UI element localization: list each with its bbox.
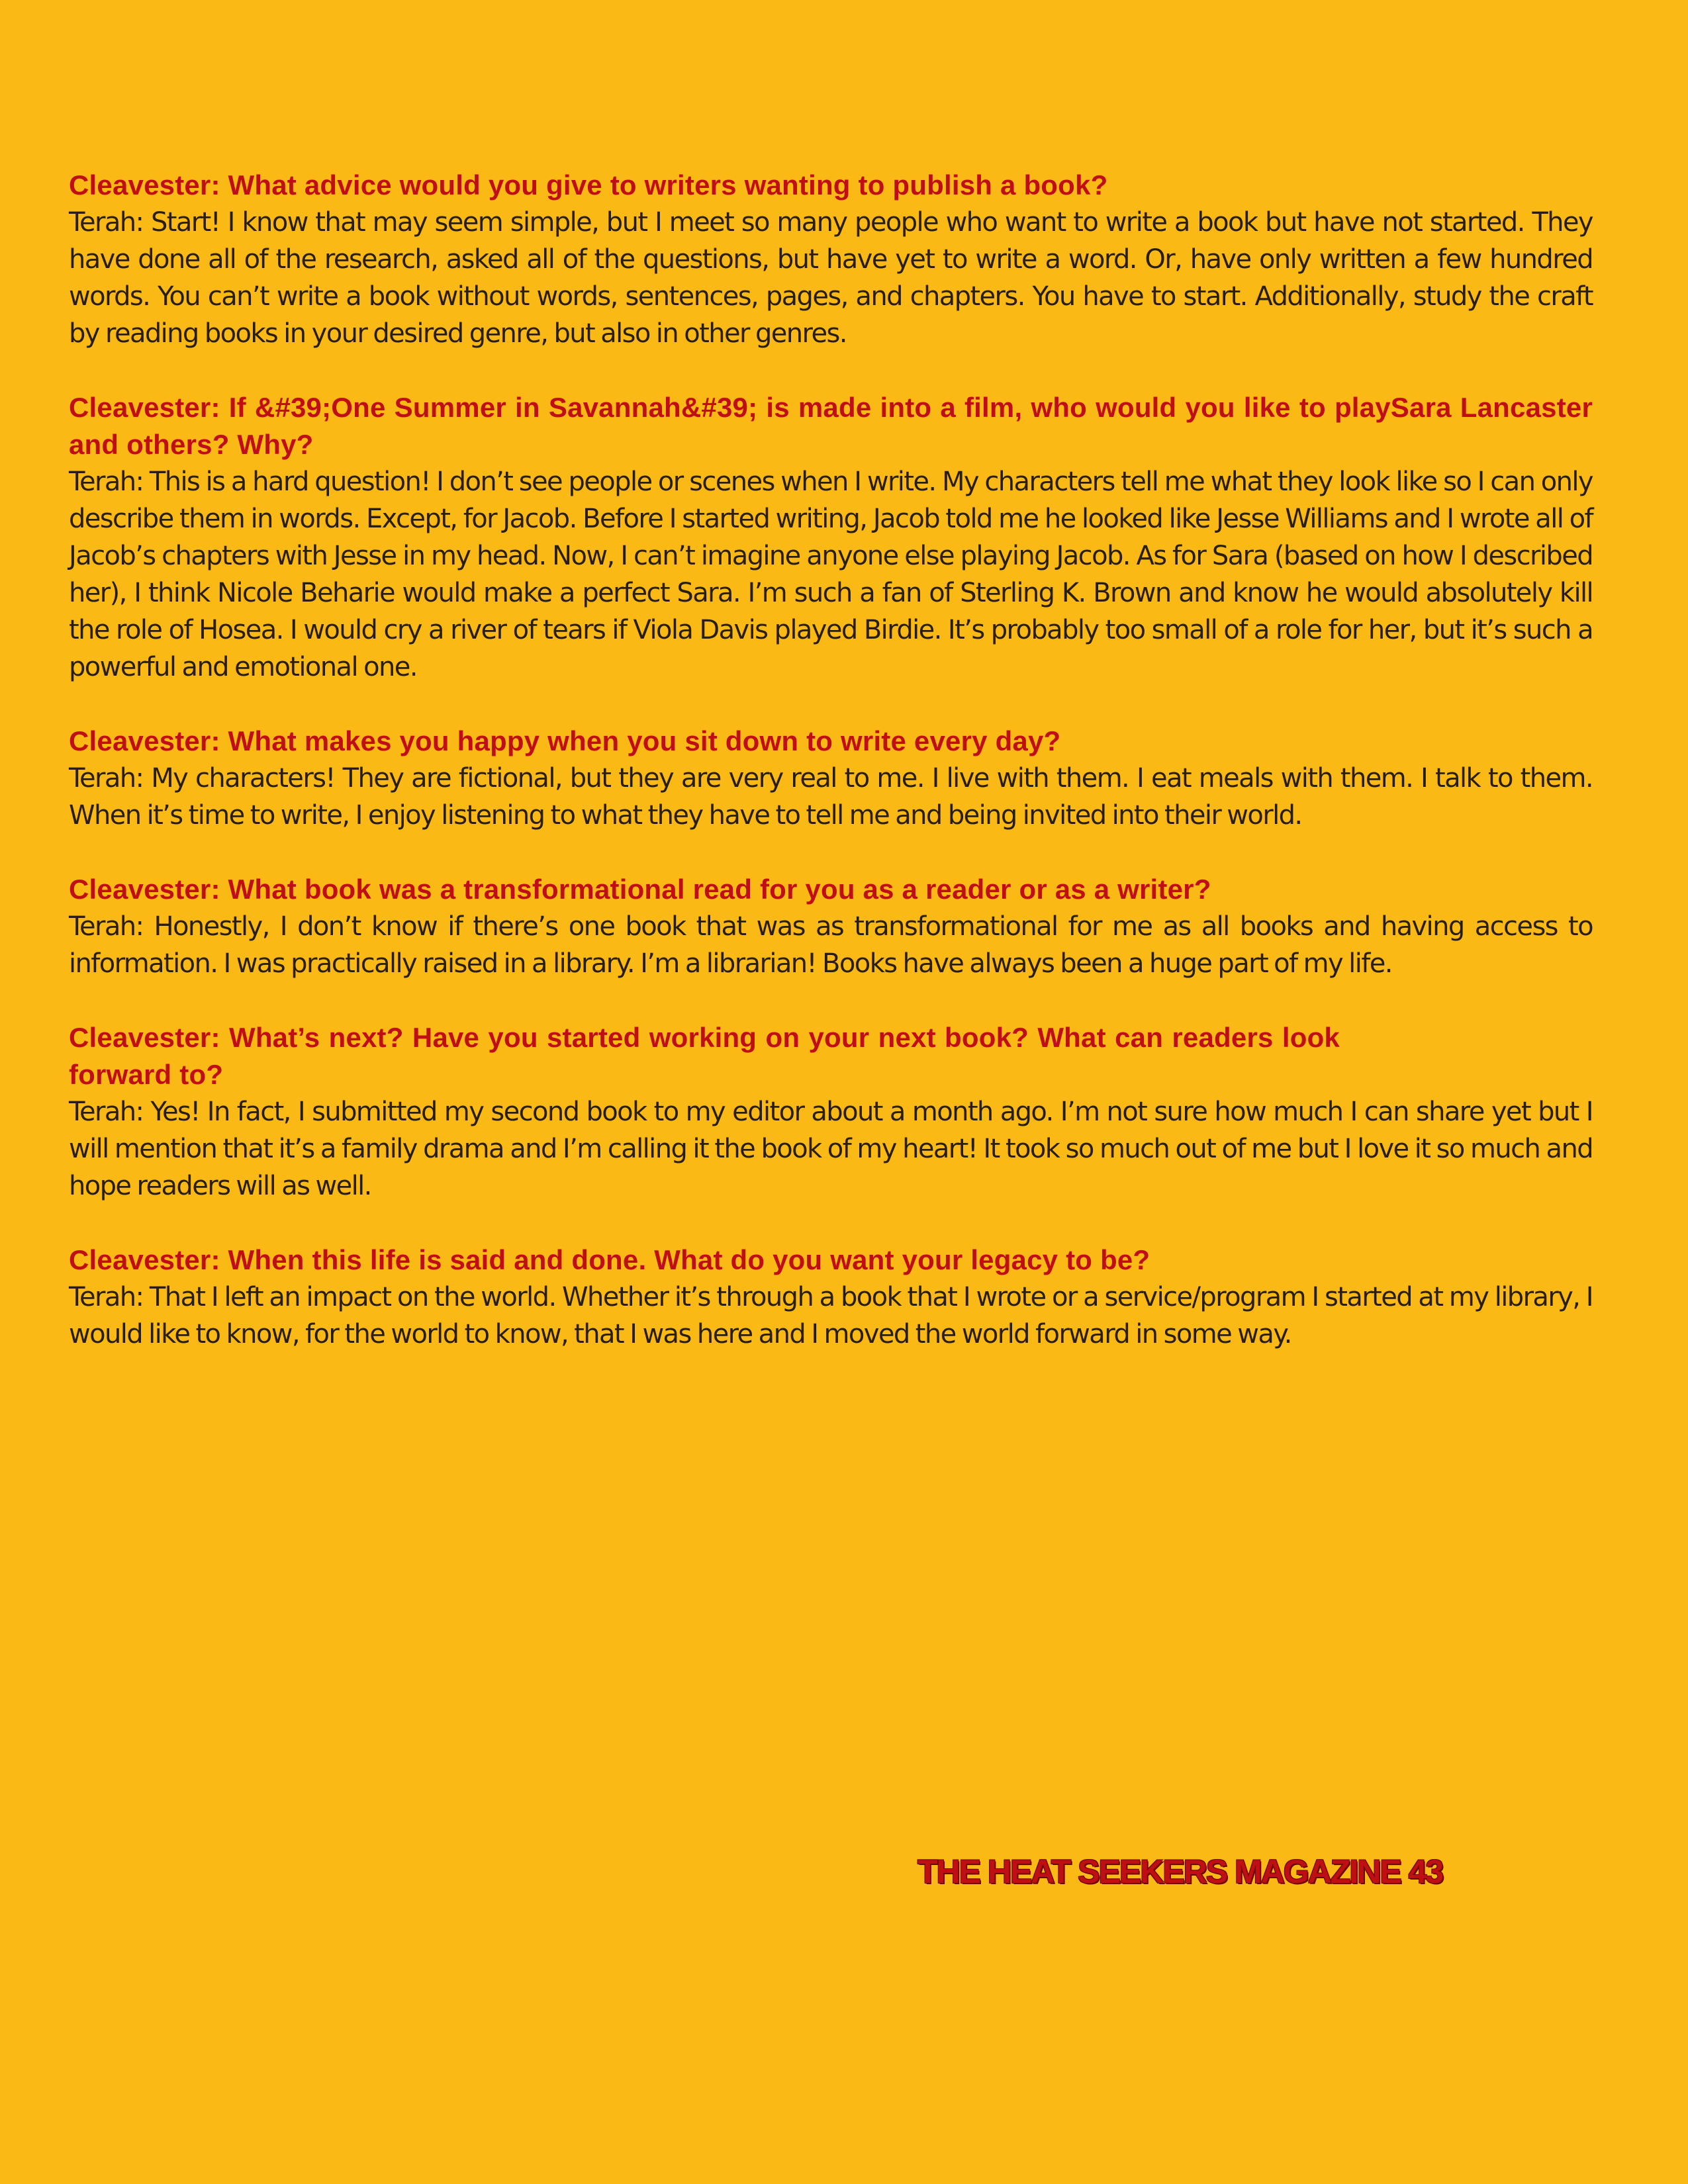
interview-answer: Terah: Start! I know that may seem simple, but I meet so many people who want to write a book but have not started. They have done all of the research, asked all of the questions, but have yet to write a word. Or, have only written a few hundred words. You can’t write a book without words, sentences, pages, and chapters. You have to start. Additionally, study the craft by reading books in your desired genre, but also in other genres. xyxy=(69,207,1593,349)
interview-question: Cleavester: What’s next? Have you started working on your next book? What can readers look forward to? xyxy=(69,1022,1340,1090)
interview-question: Cleavester: What makes you happy when you sit down to write every day? xyxy=(69,725,1061,756)
qa-block-3 xyxy=(69,723,1593,834)
qa-block-6 xyxy=(69,1242,1593,1353)
qa-block-4 xyxy=(69,871,1593,982)
interview-answer: Terah: Yes! In fact, I submitted my second book to my editor about a month ago. I’m not sure how much I can share yet but I will mention that it’s a family drama and I’m calling it the book of my heart! It took so much out of me but I love it so much and hope readers will as well. xyxy=(69,1097,1593,1201)
interview-question: Cleavester: If &#39;One Summer in Savannah&#39; is made into a film, who would you like to playSara Lancaster and others? Why? xyxy=(69,392,1593,460)
qa-block-1 xyxy=(69,167,1593,352)
interview-question: Cleavester: What advice would you give to writers wanting to publish a book? xyxy=(69,169,1108,201)
page-footer: THE HEAT SEEKERS MAGAZINE 43 xyxy=(917,1853,1443,1890)
interview-answer: Terah: Honestly, I don’t know if there’s one book that was as transformational for me as all books and having access to information. I was practically raised in a library. I’m a librarian! Books have always been a huge part of my life. xyxy=(69,911,1593,979)
interview-answer: Terah: This is a hard question! I don’t see people or scenes when I write. My characters tell me what they look like so I can only describe them in words. Except, for Jacob. Before I started writing, Jacob told me he looked like Jesse Williams and I wrote all of Jacob’s chapters with Jesse in my head. Now, I can’t imagine anyone else playing Jacob. As for Sara (based on how I described her), I think Nicole Beharie would make a perfect Sara. I’m such a fan of Sterling K. Brown and know he would absolutely kill the role of Hosea. I would cry a river of tears if Viola Davis played Birdie. It’s probably too small of a role for her, but it’s such a powerful and emotional one. xyxy=(69,467,1593,682)
interview-question: Cleavester: What book was a transformational read for you as a reader or as a writer? xyxy=(69,874,1211,905)
interview-question: Cleavester: When this life is said and done. What do you want your legacy to be? xyxy=(69,1244,1150,1275)
qa-block-2 xyxy=(69,389,1593,686)
interview-answer: Terah: That I left an impact on the world. Whether it’s through a book that I wrote or a service/program I started at my library, I would like to know, for the world to know, that I was here and I moved the world forward in some way. xyxy=(69,1282,1593,1349)
interview-body xyxy=(69,167,1593,1390)
qa-block-5 xyxy=(69,1019,1593,1205)
interview-answer: Terah: My characters! They are fictional, but they are very real to me. I live with them. I eat meals with them. I talk to them. When it’s time to write, I enjoy listening to what they have to tell me and being invited into their world. xyxy=(69,763,1593,831)
